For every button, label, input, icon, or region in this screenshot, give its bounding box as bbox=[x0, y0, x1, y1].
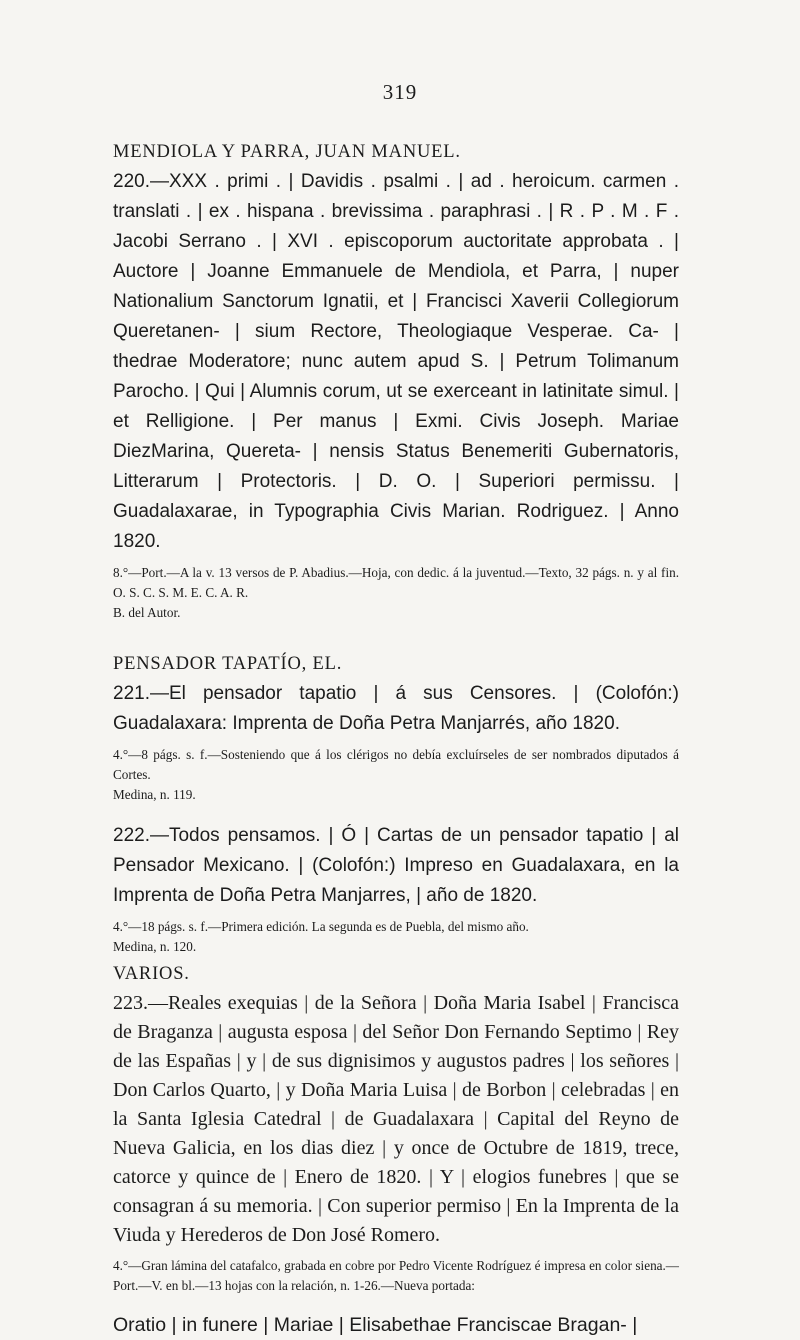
author-heading-varios: VARIOS. bbox=[113, 964, 190, 984]
entry-222-reference: Medina, n. 120. bbox=[113, 939, 197, 954]
author-heading-pensador: PENSADOR TAPATÍO, EL. bbox=[113, 654, 343, 674]
page-number: 319 bbox=[382, 80, 418, 104]
entry-223-note: 4.°—Gran lámina del catafalco, grabada en cobre por Pedro Vicente Rodríguez é impresa en color siena.—Port.—V. en bl.—13 hojas con la relación, n. 1-26.—Nueva portada: bbox=[113, 1258, 679, 1293]
entry-221-note: 4.°—8 págs. s. f.—Sosteniendo que á los clérigos no debía excluírseles de ser nombrados diputados á Cortes. bbox=[113, 747, 679, 782]
author-heading-mendiola: MENDIOLA Y PARRA, JUAN MANUEL. bbox=[113, 142, 461, 162]
entry-222-note: 4.°—18 págs. s. f.—Primera edición. La segunda es de Puebla, del mismo año. bbox=[113, 919, 529, 934]
entry-223: 223.—Reales exequias | de la Señora | Doña Maria Isabel | Francisca de Braganza | augusta esposa | del Señor Don Fernando Septimo | Rey de las Españas | y | de sus dignisimos y augustos padres | los señores | Don Carlos Quarto, | y Doña Maria Luisa | de Borbon | celebradas | en la Santa Iglesia Catedral | de Guadalaxara | Capital del Reyno de Nueva Galicia, en los dias diez | y once de Octubre de 1819, trece, catorce y quince de | Enero de 1820. | Y | elogios funebres | que se consagran á su memoria. | Con superior permiso | En la Imprenta de la Viuda y Herederos de Don José Romero. bbox=[113, 992, 679, 1246]
entry-220-location: B. del Autor. bbox=[113, 605, 181, 620]
entry-221-reference: Medina, n. 119. bbox=[113, 787, 196, 802]
page-content bbox=[113, 139, 679, 1340]
entry-220: 220.—XXX . primi . | Davidis . psalmi . | ad . heroicum. carmen . translati . | ex . hispana . brevissima . paraphrasi . | R . P . M . F . Jacobi Serrano . | XVI . episcoporum auctoritate approbata . | Auctore | Joanne Emmanuele de Mendiola, et Parra, | nuper Nationalium Sanctorum Ignatii, et | Francisci Xaverii Collegiorum Queretanen- | sium Rectore, Theologiaque Vesperae. Ca- | thedrae Moderatore; nunc autem apud S. | Petrum Tolimanum Parocho. | Qui | Alumnis corum, ut se exerceant in latinitate simul. | et Relligione. | Per manus | Exmi. Civis Joseph. Mariae DiezMarina, Quereta- | nensis Status Benemeriti Gubernatoris, Litterarum | Protectoris. | D. O. | Superiori permissu. | Guadalaxarae, in Typographia Civis Marian. Rodriguez. | Anno 1820. bbox=[113, 171, 679, 552]
entry-222: 222.—Todos pensamos. | Ó | Cartas de un pensador tapatio | al Pensador Mexicano. | (Colofón:) Impreso en Guadalaxara, en la Imprenta de Doña Petra Manjarres, | año de 1820. bbox=[113, 825, 679, 906]
entry-221: 221.—El pensador tapatio | á sus Censores. | (Colofón:) Guadalaxara: Imprenta de Doña Petra Manjarrés, año 1820. bbox=[113, 683, 679, 734]
entry-223-new-title: Oratio | in funere | Mariae | Elisabethae Franciscae Bragan- | bbox=[113, 1314, 638, 1336]
spacer bbox=[113, 623, 679, 651]
entry-220-note: 8.°—Port.—A la v. 13 versos de P. Abadius.—Hoja, con dedic. á la juventud.—Texto, 32 págs. n. y al fin. O. S. C. S. M. E. C. A. R. bbox=[113, 565, 679, 600]
spacer bbox=[113, 805, 679, 819]
